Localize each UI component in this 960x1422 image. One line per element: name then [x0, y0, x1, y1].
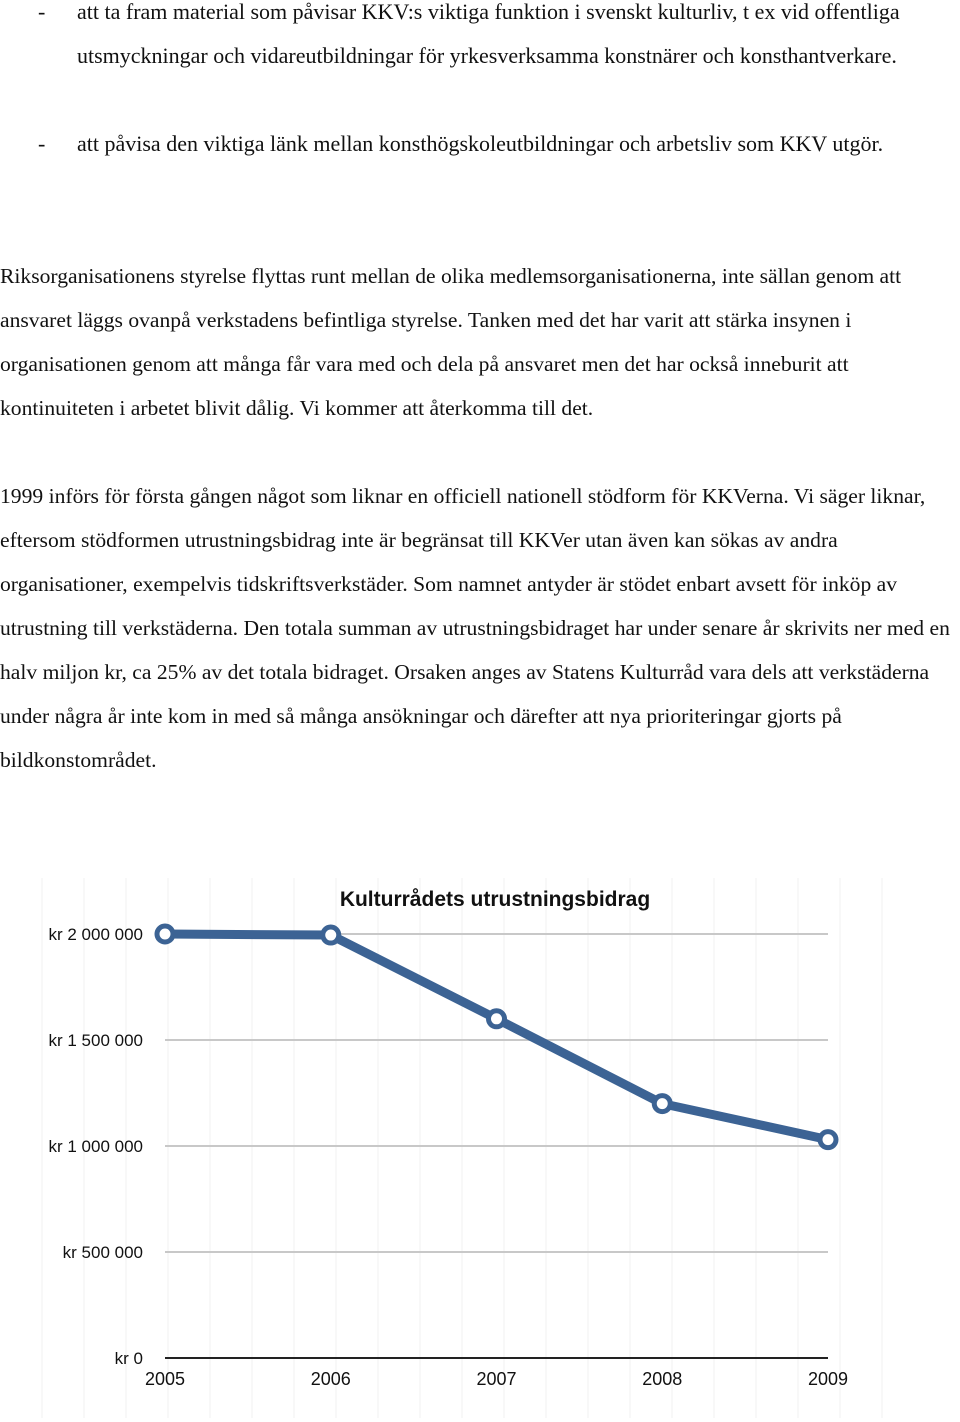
series-line [165, 934, 828, 1140]
chart-title: Kulturrådets utrustningsbidrag [339, 888, 651, 911]
paragraph-utrustningsbidrag: 1999 införs för första gången något som liknar en officiell nationell stödform för KKVerna. Vi säger liknar, eftersom stödformen utrustningsbidrag inte är begränsat till KKVer utan även kan sökas av andra organisationer, exempelvis tidskriftsverkstäder. Som namnet antyder är stödet enbart avsett för inköp av utrustning till verkstäderna. Den totala summan av utrustningsbidraget har under senare år skrivits ner med en halv miljon kr, ca 25% av det totala bidraget. Orsaken anges av Statens Kulturråd vara dels att verkstäderna under några år inte kom in med så många ansökningar och därefter att nya prioriteringar gjorts på bildkonstområdet. [0, 484, 950, 772]
x-tick-label: 2007 [476, 1369, 517, 1389]
x-tick-label: 2006 [310, 1369, 351, 1389]
data-point [820, 1132, 836, 1148]
bullet-text: att ta fram material som påvisar KKV:s viktiga funktion i svenskt kulturliv, t ex vid offentliga utsmyckningar och vidareutbildningar för yrkesverksamma konstnärer och konsthantverkare. [77, 0, 900, 68]
paragraph-styrelse: Riksorganisationens styrelse flyttas runt mellan de olika medlemsorganisationerna, inte sällan genom att ansvaret läggs ovanpå verkstadens befintliga styrelse. Tanken med det har varit att stärka insynen i organisationen genom att många får vara med och dela på ansvaret men det har också inneburit att kontinuiteten i arbetet blivit dålig. Vi kommer att återkomma till det. [0, 264, 902, 420]
data-point [489, 1011, 505, 1027]
x-tick-label: 2008 [642, 1369, 683, 1389]
data-point [323, 927, 339, 943]
y-tick-label: kr 0 [114, 1349, 143, 1368]
line-chart [0, 868, 960, 1422]
x-tick-label: 2009 [807, 1369, 849, 1389]
bullet-item-1 [0, 0, 960, 78]
data-point [157, 926, 173, 942]
bullet-text: att påvisa den viktiga länk mellan konsthögskoleutbildningar och arbetsliv som KKV utgör. [77, 131, 884, 156]
bullet-item-2 [0, 122, 960, 166]
y-tick-label: kr 1 000 000 [48, 1137, 143, 1156]
bullet-dash: - [38, 0, 46, 24]
data-point [654, 1096, 670, 1112]
x-tick-label: 2005 [144, 1369, 186, 1389]
bullet-dash: - [38, 131, 46, 156]
y-tick-label: kr 2 000 000 [48, 925, 143, 944]
y-tick-label: kr 1 500 000 [48, 1031, 143, 1050]
y-tick-label: kr 500 000 [62, 1243, 143, 1262]
